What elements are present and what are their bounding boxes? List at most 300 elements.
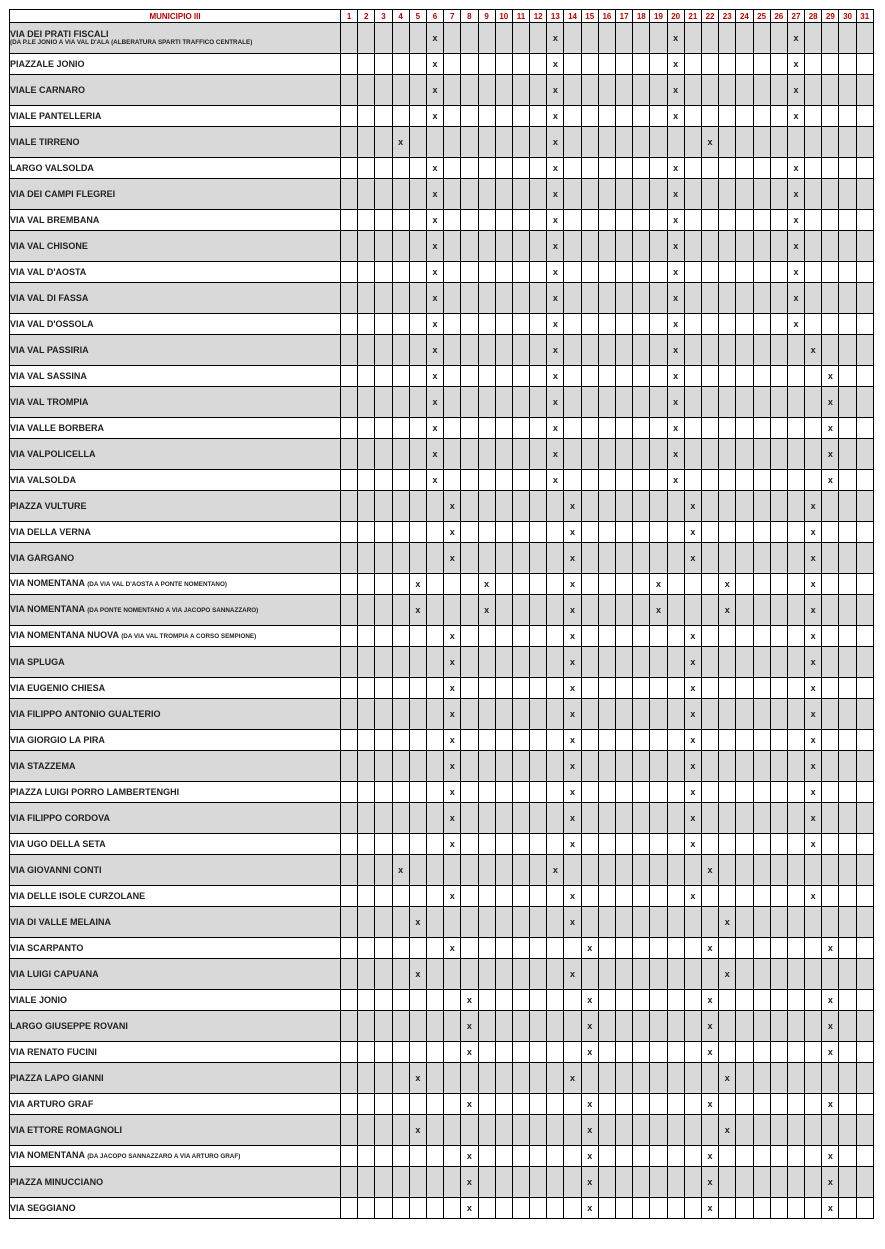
day-cell: [667, 1042, 684, 1063]
day-cell: [461, 543, 478, 574]
day-cell: [736, 699, 753, 730]
day-cell: [512, 574, 529, 595]
day-cell: [478, 1063, 495, 1094]
day-cell: [358, 491, 375, 522]
day-cell: [719, 366, 736, 387]
day-cell: [701, 522, 718, 543]
day-cell: [701, 54, 718, 75]
day-cell: [684, 418, 701, 439]
day-cell: [667, 938, 684, 959]
day-cell: [633, 595, 650, 626]
day-cell: [667, 678, 684, 699]
day-cell: [822, 751, 839, 782]
street-name: VIA NOMENTANA: [10, 1150, 85, 1160]
day-header: 3: [375, 10, 392, 23]
day-cell: [495, 106, 512, 127]
day-cell: [444, 335, 461, 366]
day-cell: [478, 522, 495, 543]
day-cell: [770, 595, 787, 626]
cleaning-mark: x: [581, 1146, 598, 1167]
cleaning-mark: x: [547, 387, 564, 418]
cleaning-mark: x: [822, 366, 839, 387]
day-cell: [701, 1063, 718, 1094]
day-cell: [426, 803, 443, 834]
day-cell: [375, 1198, 392, 1219]
day-cell: [461, 751, 478, 782]
cleaning-mark: x: [719, 1115, 736, 1146]
day-header: 16: [598, 10, 615, 23]
day-cell: [444, 990, 461, 1011]
day-header: 6: [426, 10, 443, 23]
day-cell: [753, 1167, 770, 1198]
day-cell: [787, 959, 804, 990]
day-cell: [633, 387, 650, 418]
street-name: VIA SCARPANTO: [10, 943, 84, 953]
day-cell: [581, 522, 598, 543]
day-cell: [409, 1146, 426, 1167]
cleaning-mark: x: [444, 626, 461, 647]
day-cell: [581, 231, 598, 262]
day-cell: [616, 179, 633, 210]
street-name: VIALE TIRRENO: [10, 137, 80, 147]
street-row: [10, 751, 874, 782]
day-cell: [547, 959, 564, 990]
day-cell: [719, 231, 736, 262]
day-cell: [495, 1094, 512, 1115]
day-cell: [701, 959, 718, 990]
day-cell: [495, 1042, 512, 1063]
day-cell: [341, 470, 358, 491]
cleaning-mark: x: [805, 595, 822, 626]
day-cell: [770, 1198, 787, 1219]
day-cell: [753, 231, 770, 262]
day-cell: [856, 855, 873, 886]
day-cell: [719, 626, 736, 647]
street-row: [10, 1011, 874, 1042]
day-cell: [530, 803, 547, 834]
day-cell: [805, 1063, 822, 1094]
day-cell: [478, 938, 495, 959]
day-cell: [495, 283, 512, 314]
day-cell: [770, 54, 787, 75]
day-cell: [770, 938, 787, 959]
day-cell: [701, 491, 718, 522]
day-cell: [564, 127, 581, 158]
day-cell: [512, 647, 529, 678]
day-cell: [839, 522, 856, 543]
day-cell: [461, 782, 478, 803]
day-header: 18: [633, 10, 650, 23]
day-cell: [581, 470, 598, 491]
day-cell: [616, 626, 633, 647]
day-cell: [564, 1094, 581, 1115]
day-cell: [633, 730, 650, 751]
day-cell: [650, 283, 667, 314]
municipio-title: MUNICIPIO III: [10, 10, 341, 23]
day-cell: [512, 522, 529, 543]
day-cell: [787, 491, 804, 522]
cleaning-mark: x: [684, 491, 701, 522]
day-cell: [512, 179, 529, 210]
day-cell: [633, 699, 650, 730]
cleaning-mark: x: [564, 699, 581, 730]
day-cell: [650, 491, 667, 522]
day-cell: [839, 782, 856, 803]
day-cell: [616, 75, 633, 106]
day-cell: [512, 595, 529, 626]
day-cell: [461, 699, 478, 730]
day-cell: [444, 262, 461, 283]
day-cell: [701, 543, 718, 574]
day-cell: [753, 491, 770, 522]
day-cell: [598, 855, 615, 886]
day-cell: [478, 262, 495, 283]
day-cell: [495, 179, 512, 210]
day-cell: [598, 1011, 615, 1042]
cleaning-mark: x: [667, 54, 684, 75]
day-cell: [667, 595, 684, 626]
day-cell: [701, 907, 718, 938]
day-cell: [444, 158, 461, 179]
day-cell: [719, 439, 736, 470]
day-header: 19: [650, 10, 667, 23]
day-cell: [341, 543, 358, 574]
day-cell: [341, 574, 358, 595]
day-cell: [650, 210, 667, 231]
day-cell: [392, 595, 409, 626]
day-header: 5: [409, 10, 426, 23]
day-cell: [736, 470, 753, 491]
day-cell: [701, 366, 718, 387]
day-cell: [633, 855, 650, 886]
day-cell: [787, 1063, 804, 1094]
day-cell: [512, 23, 529, 54]
day-cell: [787, 938, 804, 959]
day-cell: [736, 127, 753, 158]
day-cell: [633, 834, 650, 855]
day-cell: [650, 782, 667, 803]
day-cell: [616, 907, 633, 938]
day-cell: [770, 782, 787, 803]
cleaning-mark: x: [426, 210, 443, 231]
day-cell: [581, 366, 598, 387]
day-cell: [598, 959, 615, 990]
street-name: VIA RENATO FUCINI: [10, 1047, 97, 1057]
day-cell: [787, 1094, 804, 1115]
cleaning-mark: x: [701, 990, 718, 1011]
day-cell: [856, 366, 873, 387]
day-cell: [805, 938, 822, 959]
day-cell: [633, 574, 650, 595]
day-cell: [375, 782, 392, 803]
day-cell: [547, 543, 564, 574]
day-cell: [409, 730, 426, 751]
day-cell: [598, 335, 615, 366]
day-cell: [461, 1115, 478, 1146]
day-cell: [341, 1115, 358, 1146]
day-cell: [701, 470, 718, 491]
day-cell: [633, 1115, 650, 1146]
street-cell: [10, 387, 341, 418]
day-cell: [616, 335, 633, 366]
day-cell: [753, 387, 770, 418]
day-cell: [358, 314, 375, 335]
day-cell: [598, 782, 615, 803]
day-cell: [358, 522, 375, 543]
day-header: 26: [770, 10, 787, 23]
day-cell: [409, 231, 426, 262]
cleaning-mark: x: [684, 678, 701, 699]
day-cell: [753, 595, 770, 626]
cleaning-mark: x: [547, 439, 564, 470]
day-cell: [426, 626, 443, 647]
street-cell: [10, 283, 341, 314]
cleaning-mark: x: [667, 158, 684, 179]
day-cell: [805, 990, 822, 1011]
day-cell: [839, 314, 856, 335]
day-cell: [736, 574, 753, 595]
cleaning-mark: x: [426, 418, 443, 439]
day-cell: [822, 647, 839, 678]
day-cell: [581, 439, 598, 470]
day-cell: [341, 491, 358, 522]
day-cell: [650, 803, 667, 834]
day-cell: [495, 626, 512, 647]
day-cell: [719, 834, 736, 855]
day-cell: [375, 314, 392, 335]
street-row: [10, 1042, 874, 1063]
day-cell: [478, 314, 495, 335]
day-cell: [530, 314, 547, 335]
day-cell: [856, 1115, 873, 1146]
day-cell: [787, 803, 804, 834]
street-name: VIA EUGENIO CHIESA: [10, 683, 106, 693]
day-cell: [375, 595, 392, 626]
day-cell: [787, 907, 804, 938]
day-header: 8: [461, 10, 478, 23]
day-cell: [392, 803, 409, 834]
day-cell: [547, 1167, 564, 1198]
day-cell: [787, 127, 804, 158]
day-cell: [409, 54, 426, 75]
day-cell: [839, 730, 856, 751]
cleaning-mark: x: [547, 314, 564, 335]
day-cell: [856, 491, 873, 522]
day-cell: [616, 418, 633, 439]
day-cell: [753, 751, 770, 782]
street-row: [10, 938, 874, 959]
day-cell: [633, 959, 650, 990]
day-cell: [375, 231, 392, 262]
street-cell: [10, 1198, 341, 1219]
street-name: LARGO GIUSEPPE ROVANI: [10, 1021, 128, 1031]
day-cell: [770, 314, 787, 335]
cleaning-mark: x: [426, 23, 443, 54]
day-cell: [375, 1167, 392, 1198]
day-cell: [392, 522, 409, 543]
cleaning-mark: x: [650, 574, 667, 595]
day-cell: [787, 522, 804, 543]
street-name: VIA VAL D'AOSTA: [10, 267, 87, 277]
day-cell: [375, 1011, 392, 1042]
day-cell: [701, 803, 718, 834]
day-cell: [581, 678, 598, 699]
day-cell: [701, 418, 718, 439]
day-cell: [495, 127, 512, 158]
day-cell: [839, 179, 856, 210]
day-cell: [547, 1146, 564, 1167]
day-cell: [770, 387, 787, 418]
day-cell: [547, 626, 564, 647]
day-cell: [444, 54, 461, 75]
day-cell: [701, 262, 718, 283]
day-cell: [787, 834, 804, 855]
day-cell: [392, 210, 409, 231]
day-cell: [444, 418, 461, 439]
street-name: VIA DEI PRATI FISCALI: [10, 29, 109, 39]
day-cell: [616, 366, 633, 387]
day-cell: [392, 1198, 409, 1219]
day-cell: [564, 1167, 581, 1198]
cleaning-mark: x: [564, 595, 581, 626]
day-cell: [856, 959, 873, 990]
day-header: 23: [719, 10, 736, 23]
day-cell: [856, 834, 873, 855]
day-cell: [341, 730, 358, 751]
cleaning-mark: x: [787, 158, 804, 179]
day-cell: [805, 387, 822, 418]
cleaning-mark: x: [564, 1063, 581, 1094]
day-cell: [530, 938, 547, 959]
day-cell: [478, 730, 495, 751]
day-cell: [426, 730, 443, 751]
street-cell: [10, 179, 341, 210]
day-cell: [736, 1042, 753, 1063]
day-cell: [530, 418, 547, 439]
day-cell: [787, 1115, 804, 1146]
day-cell: [478, 543, 495, 574]
day-cell: [530, 782, 547, 803]
day-cell: [495, 1167, 512, 1198]
day-cell: [667, 1011, 684, 1042]
day-cell: [564, 54, 581, 75]
street-cell: [10, 834, 341, 855]
day-cell: [426, 543, 443, 574]
day-cell: [409, 543, 426, 574]
day-cell: [822, 75, 839, 106]
day-cell: [512, 439, 529, 470]
cleaning-mark: x: [444, 647, 461, 678]
street-name: VIALE CARNARO: [10, 85, 86, 95]
day-cell: [753, 1011, 770, 1042]
day-cell: [461, 54, 478, 75]
day-cell: [598, 595, 615, 626]
day-cell: [805, 106, 822, 127]
day-cell: [667, 855, 684, 886]
day-cell: [530, 283, 547, 314]
day-cell: [461, 470, 478, 491]
day-cell: [633, 626, 650, 647]
day-cell: [444, 283, 461, 314]
day-cell: [753, 23, 770, 54]
day-header: 30: [839, 10, 856, 23]
day-cell: [684, 23, 701, 54]
day-cell: [547, 522, 564, 543]
day-cell: [358, 179, 375, 210]
day-cell: [701, 595, 718, 626]
cleaning-mark: x: [564, 751, 581, 782]
day-cell: [822, 834, 839, 855]
day-cell: [839, 543, 856, 574]
cleaning-mark: x: [787, 283, 804, 314]
cleaning-mark: x: [667, 231, 684, 262]
cleaning-mark: x: [581, 1198, 598, 1219]
cleaning-mark: x: [805, 782, 822, 803]
street-name: VIA VAL BREMBANA: [10, 215, 100, 225]
day-cell: [581, 595, 598, 626]
day-cell: [512, 730, 529, 751]
cleaning-mark: x: [822, 387, 839, 418]
street-cell: [10, 522, 341, 543]
day-cell: [753, 886, 770, 907]
day-cell: [598, 179, 615, 210]
street-cell: [10, 751, 341, 782]
day-cell: [633, 366, 650, 387]
day-cell: [856, 75, 873, 106]
day-cell: [375, 907, 392, 938]
street-row: [10, 834, 874, 855]
day-cell: [633, 803, 650, 834]
cleaning-mark: x: [444, 699, 461, 730]
day-cell: [856, 23, 873, 54]
day-cell: [598, 418, 615, 439]
day-cell: [736, 751, 753, 782]
day-cell: [409, 179, 426, 210]
street-cell: [10, 75, 341, 106]
day-cell: [512, 418, 529, 439]
day-cell: [375, 283, 392, 314]
cleaning-mark: x: [701, 1042, 718, 1063]
day-cell: [564, 210, 581, 231]
day-cell: [392, 106, 409, 127]
day-cell: [375, 439, 392, 470]
day-cell: [341, 782, 358, 803]
cleaning-mark: x: [409, 1063, 426, 1094]
day-cell: [822, 855, 839, 886]
street-cell: [10, 366, 341, 387]
street-row: [10, 1063, 874, 1094]
day-cell: [839, 54, 856, 75]
day-cell: [478, 803, 495, 834]
day-cell: [684, 54, 701, 75]
day-cell: [426, 647, 443, 678]
cleaning-mark: x: [581, 1042, 598, 1063]
cleaning-mark: x: [822, 1094, 839, 1115]
street-cell: [10, 439, 341, 470]
day-cell: [495, 1063, 512, 1094]
day-cell: [598, 1094, 615, 1115]
street-name: VIA DEI CAMPI FLEGREI: [10, 189, 116, 199]
day-cell: [512, 314, 529, 335]
cleaning-mark: x: [667, 179, 684, 210]
cleaning-mark: x: [787, 262, 804, 283]
day-cell: [495, 647, 512, 678]
day-cell: [409, 522, 426, 543]
day-cell: [839, 1094, 856, 1115]
day-cell: [512, 127, 529, 158]
day-cell: [341, 699, 358, 730]
day-cell: [822, 106, 839, 127]
